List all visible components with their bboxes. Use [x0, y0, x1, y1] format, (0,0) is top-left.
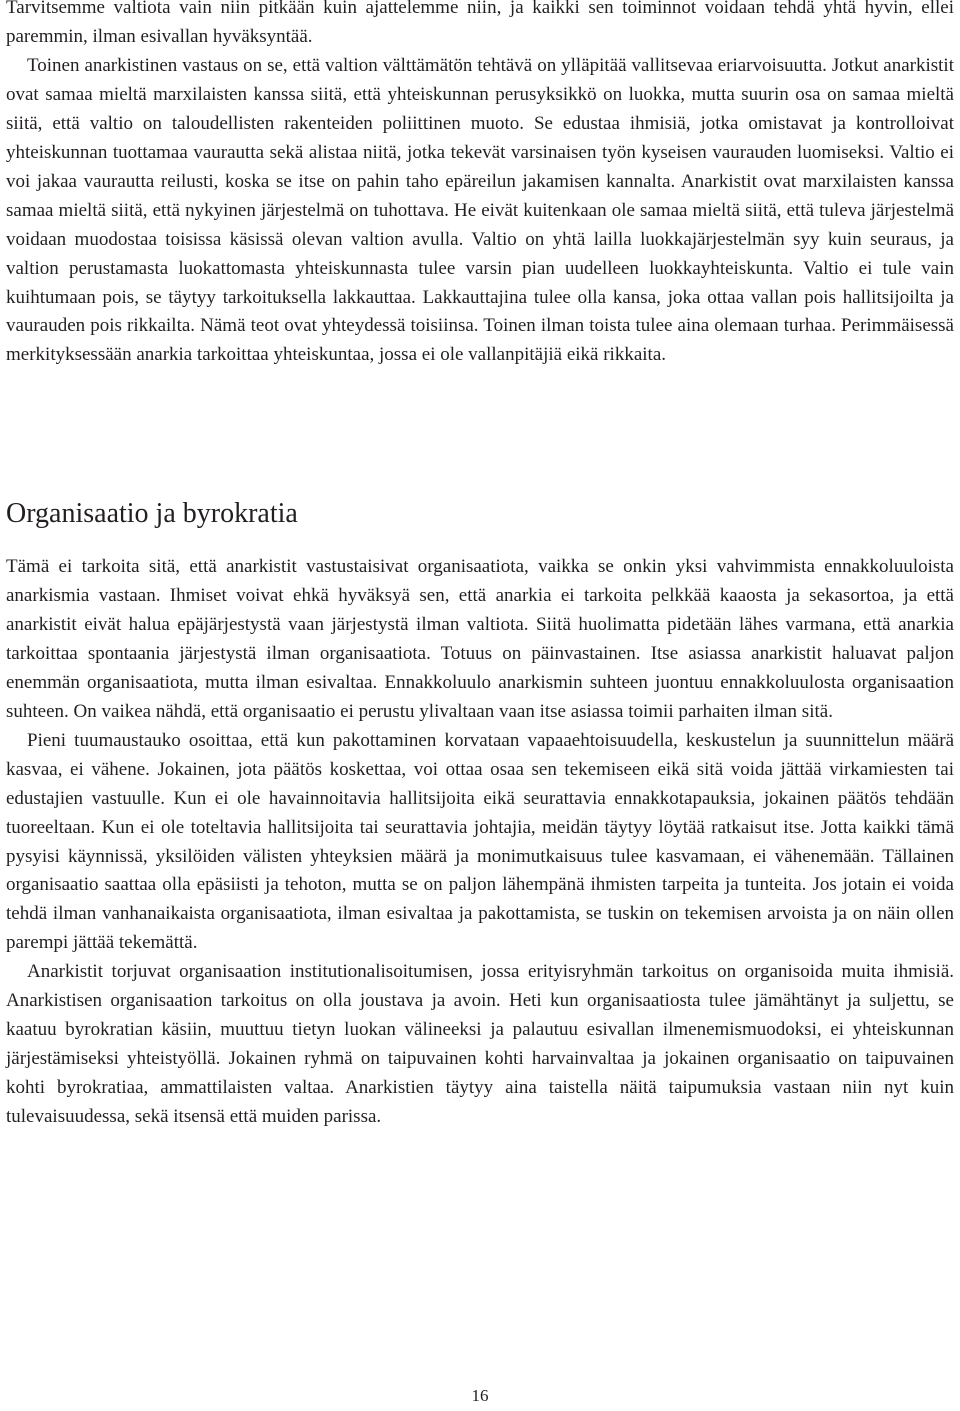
page-number: 16 [471, 1386, 489, 1405]
section-paragraph-3: Anarkistit torjuvat organisaation institutionalisoitumisen, jossa erityisryhmän tarkoitus on organisoida muita ihmisiä. Anarkistisen organisaation tarkoitus on olla joustava ja avoin. Heti kun organisaatiosta tulee jämähtänyt ja suljettu, se kaatuu byrokratian käsiin, muuttuu tietyn luokan välineeksi ja palautuu esivallan ilmenemismuodoksi, ei yhteiskunnan järjestämiseksi yhteistyöllä. Jokainen ryhmä on taipuvainen kohti harvainvaltaa ja jokainen organisaatio on taipuvainen kohti byrokratiaa, ammattilaisten valtaa. Anarkistien täytyy aina taistella näitä taipumuksia vastaan niin nyt kuin tulevaisuudessa, sekä itsensä että muiden parissa. [6, 961, 954, 1128]
paragraph-anarchist-response: Toinen anarkistinen vastaus on se, että valtion välttämätön tehtävä on ylläpitää vallitsevaa eriarvoisuutta. Jotkut anarkistit ovat samaa mieltä marxilaisten kanssa siitä, että yhteiskunnan perusyksikkö on luokka, mutta suurin osa on samaa mieltä siitä, että valtio on taloudellisten rakenteiden poliittinen muoto. Se edustaa ihmisiä, jotka omistavat ja kontrolloivat yhteiskunnan tuottamaa vaurautta sekä alistaa niitä, jotka tekevät varsinaisen työn kyseisen vaurauden luomiseksi. Valtio ei voi jakaa vaurautta reilusti, koska se itse on pahin taho epäreilun jakamisen kannalta. Anarkistit ovat marxilaisten kanssa samaa mieltä siitä, että nykyinen järjestelmä on tuhottava. He eivät kuitenkaan ole samaa mieltä siitä, että tuleva järjestelmä voidaan muodostaa toisissa käsissä olevan valtion avulla. Valtio on yhtä lailla luokkajärjestelmän syy kuin seuraus, ja valtion perustamasta luokattomasta yhteiskunnasta tulee varsin pian uudelleen luokkayhteiskunta. Valtio ei tule vain kuihtumaan pois, se täytyy tarkoituksella lakkauttaa. Lakkauttajina tulee olla kansa, joka ottaa vallan pois hallitsijoilta ja vaurauden pois rikkailta. Nämä teot ovat yhteydessä toisiinsa. Toinen ilman toista tulee aina olemaan turhaa. Perimmäisessä merkityksessään anarkia tarkoittaa yhteiskuntaa, jossa ei ole vallanpitäjiä eikä rikkaita. [6, 54, 954, 366]
top-text-block [6, 0, 954, 370]
paragraph-continued: Tarvitsemme valtiota vain niin pitkään kuin ajattelemme niin, ja kaikki sen toiminnot voidaan tehdä yhtä hyvin, ellei paremmin, ilman esivallan hyväksyntää. [6, 0, 954, 47]
section-paragraph-1: Tämä ei tarkoita sitä, että anarkistit vastustaisivat organisaatiota, vaikka se onkin yksi vahvimmista ennakkoluuloista anarkismia vastaan. Ihmiset voivat ehkä hyväksyä sen, että anarkia ei tarkoita pelkkää kaaosta ja sekasortoa, ja että anarkistit eivät halua epäjärjestystä vaan järjestystä ilman valtiota. Siitä huolimatta pidetään lähes varmana, että anarkia tarkoittaa spontaania järjestystä ilman organisaatiota. Totuus on päinvastainen. Itse asiassa anarkistit haluavat paljon enemmän organisaatiota, mutta ilman esivaltaa. Ennakkoluulo anarkismin suhteen juontuu ennakkoluulosta organisaation suhteen. On vaikea nähdä, että organisaatio ei perustu ylivaltaan vaan itse asiassa toimii parhaiten ilman sitä. [6, 556, 954, 722]
section-body [6, 553, 954, 1132]
section-heading: Organisaatio ja byrokratia [6, 498, 298, 529]
section-paragraph-2: Pieni tuumaustauko osoittaa, että kun pakottaminen korvataan vapaaehtoisuudella, keskustelun ja suunnittelun määrä kasvaa, ei vähene. Jokainen, jota päätös koskettaa, voi ottaa osaa sen tekemiseen eikä sitä voida jättää virkamiesten tai edustajien vastuulle. Kun ei ole havainnoitavia hallitsijoita eikä seurattavia ennakkotapauksia, jokainen päätös tehdään tuoreeltaan. Kun ei ole toteltavia hallitsijoita tai seurattavia johtajia, meidän täytyy löytää ratkaisut itse. Jotta kaikki tämä pysyisi käynnissä, yksilöiden välisten yhteyksien määrä ja monimutkaisuus tulee kasvamaan, ei vähenemään. Tällainen organisaatio saattaa olla epäsiisti ja tehoton, mutta se on paljon lähempänä ihmisten tarpeita ja tunteita. Jos jotain ei voida tehdä ilman vanhanaikaista organisaatiota, ilman esivaltaa ja pakottamista, se tuskin on tekemisen arvoista ja on näin ollen parempi jättää tekemättä. [6, 729, 954, 954]
